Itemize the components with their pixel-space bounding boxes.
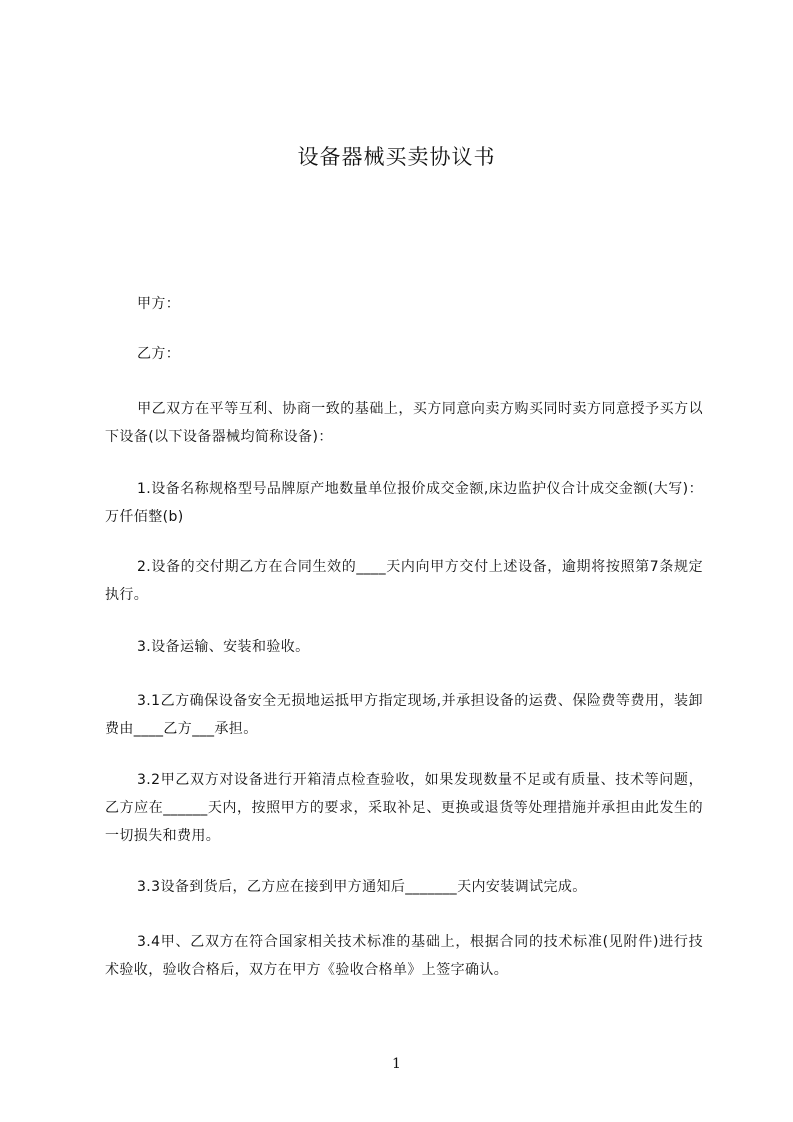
clause-3-text: 3.设备运输、安装和验收。 (137, 639, 310, 655)
clause-3-paragraph (105, 633, 703, 661)
document-title: 设备器械买卖协议书 (297, 145, 496, 169)
clause-3-4-paragraph (105, 928, 703, 984)
clause-1-text: 1.设备名称规格型号品牌原产地数量单位报价成交金额,床边监护仪合计成交金额(大写)：万仟佰整(b) (105, 481, 703, 525)
party-a-label: 甲方： (137, 296, 181, 312)
clause-3-4-text: 3.4甲、乙双方在符合国家相关技术标准的基础上，根据合同的技术标准(见附件)进行技术验收，验收合格后，双方在甲方《验收合格单》上签字确认。 (105, 934, 703, 978)
clause-2-paragraph (105, 553, 703, 609)
party-b-label: 乙方： (137, 346, 181, 362)
party-b-line (105, 340, 703, 368)
clause-3-3-text: 3.3设备到货后，乙方应在接到甲方通知后_______天内安装调试完成。 (137, 879, 587, 895)
clause-1-paragraph (105, 475, 703, 531)
clause-2-text: 2.设备的交付期乙方在合同生效的____天内向甲方交付上述设备，逾期将按照第7条规定执行。 (105, 559, 703, 603)
clause-3-1-text: 3.1乙方确保设备安全无损地运抵甲方指定现场,并承担设备的运费、保险费等费用，装卸费由____乙方___承担。 (105, 693, 703, 737)
clause-3-2-paragraph (105, 766, 703, 850)
intro-paragraph (105, 395, 703, 451)
party-a-line (105, 290, 703, 318)
page-number: 1 (392, 1056, 401, 1072)
clause-3-1-paragraph (105, 687, 703, 743)
clause-3-2-text: 3.2甲乙双方对设备进行开箱清点检查验收，如果发现数量不足或有质量、技术等问题，乙方应在______天内，按照甲方的要求，采取补足、更换或退货等处理措施并承担由此发生的一切损失和费用。 (105, 772, 703, 844)
clause-3-3-paragraph (105, 873, 703, 901)
intro-text: 甲乙双方在平等互利、协商一致的基础上，买方同意向卖方购买同时卖方同意授予买方以下设备(以下设备器械均简称设备)： (105, 401, 703, 445)
